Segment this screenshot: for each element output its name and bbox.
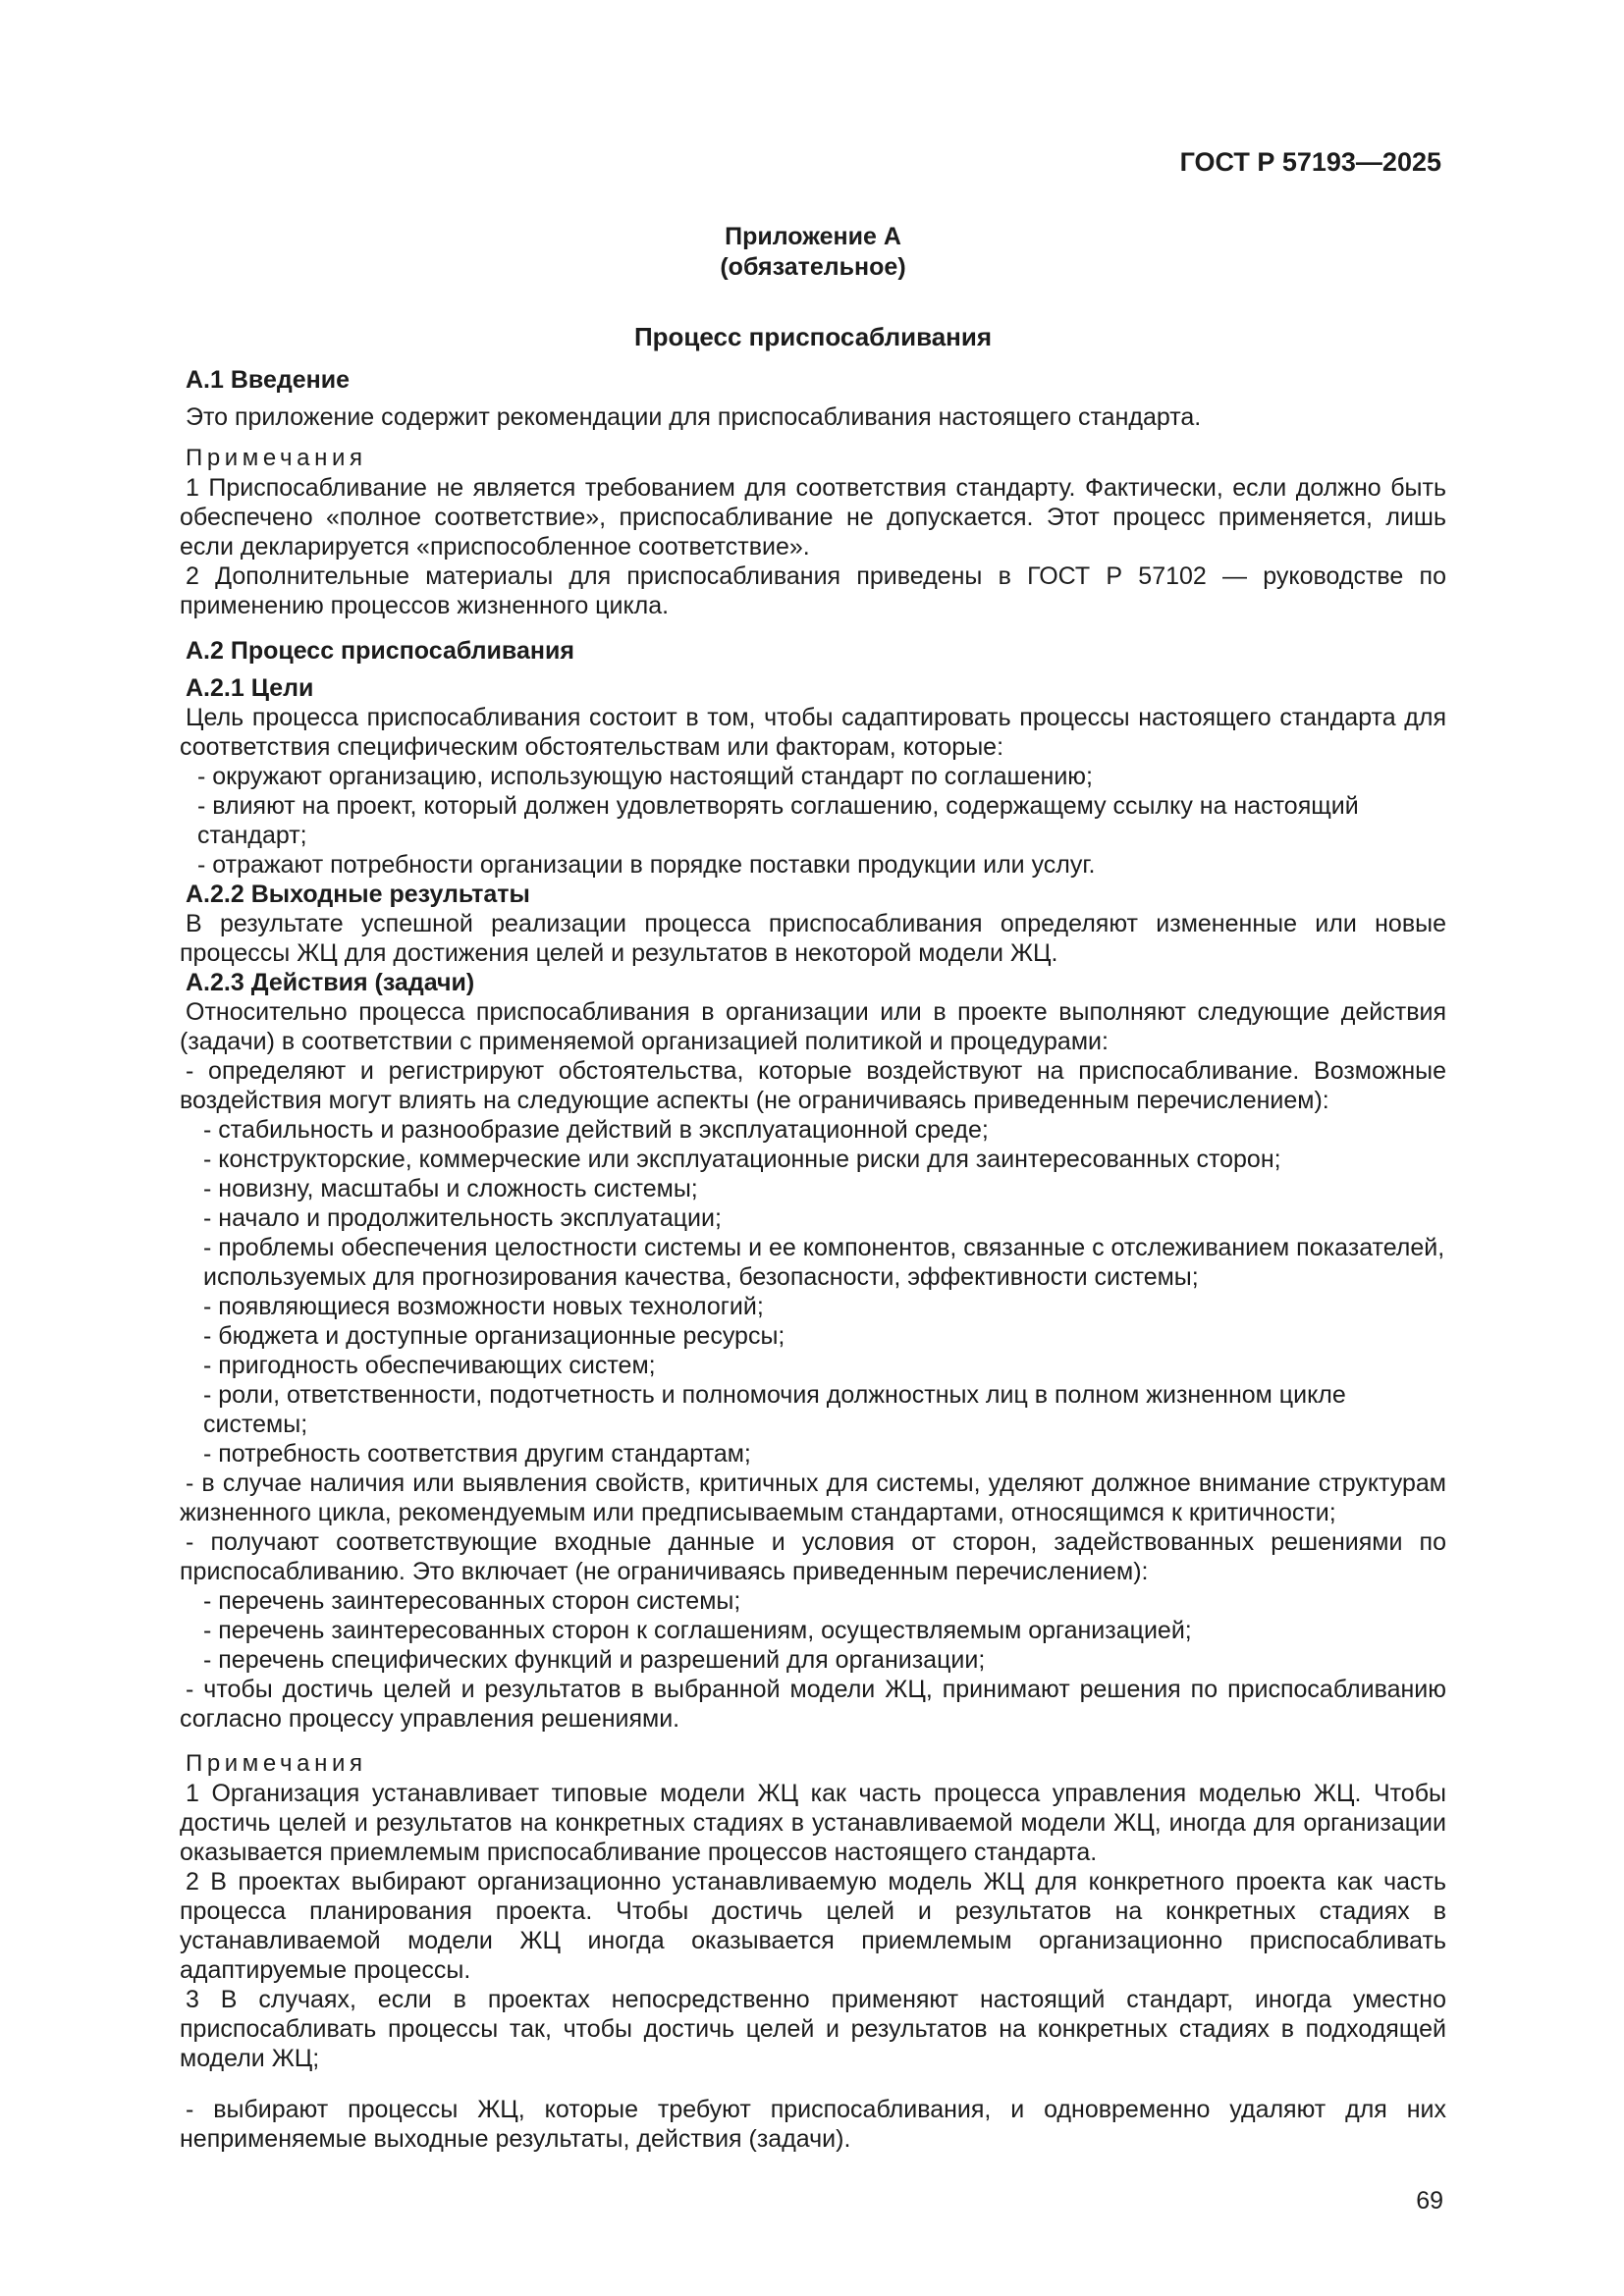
document-code: ГОСТ Р 57193—2025 <box>1179 147 1441 177</box>
action-3-item: - перечень заинтересованных сторон к соглашениям, осуществляемым организацией; <box>203 1617 1192 1644</box>
a23-action-5: - выбирают процессы ЖЦ, которые требуют приспосабливания, и одновременно удаляют для них неприменяемые выходные результаты, действия (задачи). <box>180 2096 1446 2153</box>
annex-title: Приложение А <box>725 223 901 250</box>
action-3-item: - перечень заинтересованных сторон системы; <box>203 1587 741 1615</box>
action-1-item: - появляющиеся возможности новых технологий; <box>203 1293 764 1320</box>
a1-note-1: 1 Приспосабливание не является требованием для соответствия стандарту. Фактически, если должно быть обеспечено «полное соответствие», приспосабливание не допускается. Этот процесс применяется, лишь если декларируется «приспособленное соответствие». <box>180 474 1446 561</box>
a21-item: - окружают организацию, использующую настоящий стандарт по соглашению; <box>197 763 1093 790</box>
action-1-list <box>180 1115 1446 1468</box>
heading-a21: А.2.1 Цели <box>186 674 314 702</box>
a1-note-2: 2 Дополнительные материалы для приспосабливания приведены в ГОСТ Р 57102 — руководстве по применению процессов жизненного цикла. <box>180 562 1446 619</box>
action-1-item: - начало и продолжительность эксплуатации; <box>203 1204 722 1232</box>
a23-notes-label: Примечания <box>186 1750 367 1777</box>
action-1-item: - роли, ответственности, подотчетность и полномочия должностных лиц в полном жизненном цикле системы; <box>203 1381 1346 1438</box>
action-1-item: - пригодность обеспечивающих систем; <box>203 1352 656 1379</box>
a21-item: - отражают потребности организации в порядке поставки продукции или услуг. <box>197 851 1096 879</box>
action-1-item: - бюджета и доступные организационные ресурсы; <box>203 1322 785 1350</box>
a21-item: - влияют на проект, который должен удовлетворять соглашению, содержащему ссылку на настоящий стандарт; <box>197 792 1359 849</box>
action-3-item: - перечень специфических функций и разрешений для организации; <box>203 1646 986 1674</box>
page-number: 69 <box>1416 2187 1443 2215</box>
a23-action-1: - определяют и регистрируют обстоятельства, которые воздействуют на приспосабливание. Возможные воздействия могут влиять на следующие аспекты (не ограничиваясь приведенным перечислением): <box>180 1057 1446 1114</box>
action-1-item: - потребность соответствия другим стандартам; <box>203 1440 751 1468</box>
action-1-item: - проблемы обеспечения целостности системы и ее компонентов, связанные с отслеживанием показателей, используемых для прогнозирования качества, безопасности, эффективности системы; <box>203 1234 1445 1291</box>
section-title: Процесс приспосабливания <box>633 322 993 351</box>
a23-note-1: 1 Организация устанавливает типовые модели ЖЦ как часть процесса управления моделью ЖЦ. Чтобы достичь целей и результатов на конкретных стадиях в устанавливаемой модели ЖЦ, иногда для организации оказывается приемлемым приспосабливание процессов настоящего стандарта. <box>180 1780 1446 1866</box>
a23-note-3: 3 В случаях, если в проектах непосредственно применяют настоящий стандарт, иногда уместно приспосабливать процессы так, чтобы достичь целей и результатов на конкретных стадиях в подходящей модели ЖЦ; <box>180 1986 1446 2072</box>
a23-note-2: 2 В проектах выбирают организационно устанавливаемую модель ЖЦ для конкретного проекта как часть процесса планирования проекта. Чтобы достичь целей и результатов на конкретных стадиях в устанавливаемой модели ЖЦ иногда оказывается приемлемым организационно приспосабливать адаптируемые процессы. <box>180 1868 1446 1984</box>
action-1-item: - конструкторские, коммерческие или эксплуатационные риски для заинтересованных сторон; <box>203 1146 1281 1173</box>
a22-text: В результате успешной реализации процесса приспосабливания определяют измененные или новые процессы ЖЦ для достижения целей и результатов в некоторой модели ЖЦ. <box>180 910 1446 967</box>
heading-a22: А.2.2 Выходные результаты <box>186 881 530 908</box>
a1-notes-label: Примечания <box>186 445 367 471</box>
action-1-item: - новизну, масштабы и сложность системы; <box>203 1175 698 1202</box>
heading-a2: А.2 Процесс приспосабливания <box>186 637 574 665</box>
heading-a1: А.1 Введение <box>186 366 350 394</box>
a23-action-4: - чтобы достичь целей и результатов в выбранной модели ЖЦ, принимают решения по приспосабливанию согласно процессу управления решениями. <box>180 1676 1446 1733</box>
annex-status: (обязательное) <box>720 253 906 281</box>
a23-intro: Относительно процесса приспосабливания в организации или в проекте выполняют следующие действия (задачи) в соответствии с применяемой организацией политикой и процедурами: <box>180 998 1446 1055</box>
page-content <box>180 222 1446 2154</box>
action-1-item: - стабильность и разнообразие действий в эксплуатационной среде; <box>203 1116 989 1144</box>
a21-intro: Цель процесса приспосабливания состоит в том, чтобы садаптировать процессы настоящего стандарта для соответствия специфическим обстоятельствам или факторам, которые: <box>180 704 1446 761</box>
a1-intro: Это приложение содержит рекомендации для приспосабливания настоящего стандарта. <box>186 403 1202 431</box>
action-3-list <box>180 1586 1446 1675</box>
a23-action-3: - получают соответствующие входные данные и условия от сторон, задействованных решениями по приспосабливанию. Это включает (не ограничиваясь приведенным перечислением): <box>180 1528 1446 1585</box>
a23-action-2: - в случае наличия или выявления свойств, критичных для системы, уделяют должное внимание структурам жизненного цикла, рекомендуемым или предписываемым стандартами, относящимся к критичности; <box>180 1469 1446 1526</box>
heading-a23: А.2.3 Действия (задачи) <box>186 969 475 996</box>
